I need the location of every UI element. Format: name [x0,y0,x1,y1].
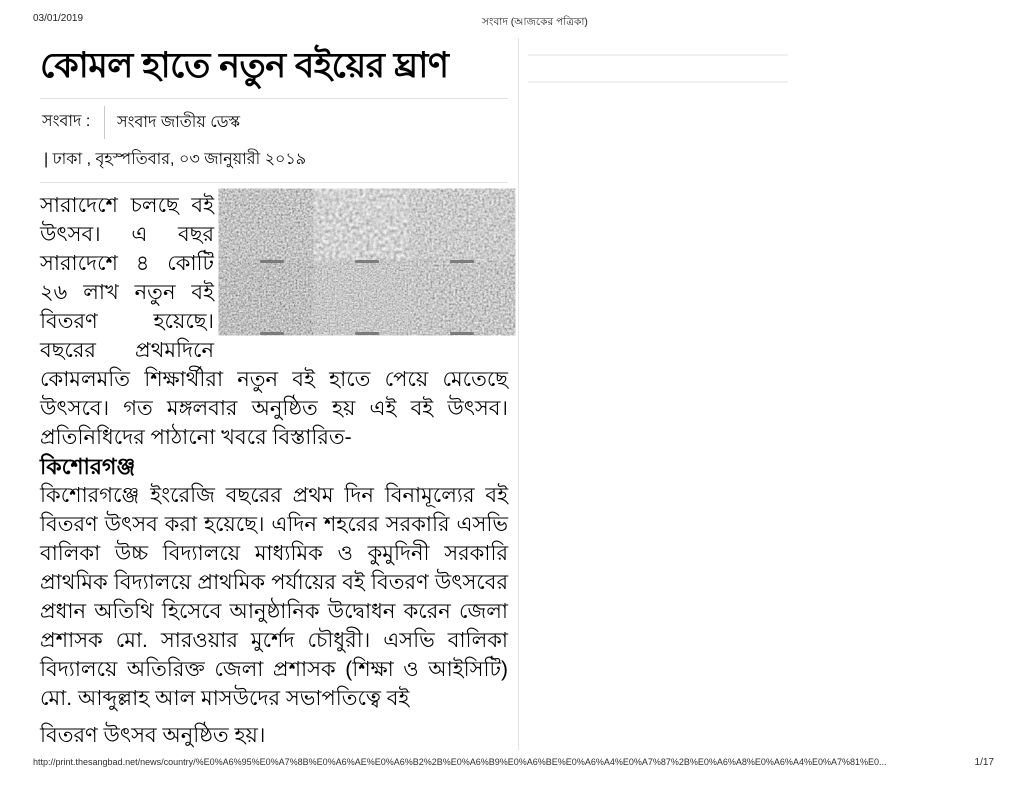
print-page-number: 1/17 [974,757,994,768]
photo-caption-smudge [260,332,284,335]
crowd-photo-image [417,266,508,330]
print-site-title: সংবাদ (আজকের পত্রিকা) [482,16,588,28]
crowd-photo-image [226,266,317,330]
byline-row [40,106,508,139]
photo-caption-smudge [450,260,474,263]
section-heading-kishoreganj: কিশোরগঞ্জ [40,453,136,479]
column-divider-line [518,38,519,750]
crowd-photo-image [321,194,412,258]
crowd-photo-image [226,194,317,258]
lead-paragraph: সারাদেশে চলছে বই উৎসব। এ বছর সারাদেশে ৪ কোটি ২৬ লাখ নতুন বই বিতরণ হয়েছে। বছরের প্রথমদিনে কোমলমতি শিক্ষার্থীরা নতুন বই হাতে পেয়ে মেতেছে উৎসবে। গত মঙ্গলবার অনুষ্ঠিত হয় এই বই উৎসব। প্রতিনিধিদের পাঠানো খবরে বিস্তারিত- [40,193,508,449]
collage-photo [321,194,412,264]
print-footer-url: http://print.thesangbad.net/news/country/%E0%A6%95%E0%A7%8B%E0%A6%AE%E0%A6%B2%2B%E0%A6%B9%E0%A6%BE%E0%A6%A4%E0%A7%87%2B%E0%A6%A8%E0%A6%A4%E0%A7%81%E0... [33,757,887,767]
sidebar-rule-bottom [528,81,788,83]
photo-caption-smudge [450,332,474,335]
article-headline: কোমল হাতে নতুন বইয়ের ঘ্রাণ [40,46,449,85]
collage-photo [321,266,412,336]
photo-caption-smudge [355,260,379,263]
article-body [40,191,508,747]
byline-box [40,98,508,183]
section-paragraph: কিশোরগঞ্জে ইংরেজি বছরের প্রথম দিন বিনামূল্যের বই বিতরণ উৎসব করা হয়েছে। এদিন শহরের সরকারি এসভি বালিকা উচ্চ বিদ্যালয়ে মাধ্যমিক ও কুমুদিনী সরকারি প্রাথমিক বিদ্যালয়ে প্রাথমিক পর্যায়ের বই বিতরণ উৎসবের প্রধান অতিথি হিসেবে আনুষ্ঠানিক উদ্বোধন করেন জেলা প্রশাসক মো. সারওয়ার মুর্শেদ চৌধুরী। এসভি বালিকা বিদ্যালয়ে অতিরিক্ত জেলা প্রশাসক (শিক্ষা ও আইসিটি) মো. আব্দুল্লাহ আল মাসউদের সভাপতিত্বে বই [40,483,508,710]
crowd-photo-image [321,266,412,330]
byline-label: সংবাদ : [40,106,105,139]
crowd-photo-image [417,194,508,258]
photo-caption-smudge [260,260,284,263]
clipped-text-line: বিতরণ উৎসব অনুষ্ঠিত হয়। [40,723,266,747]
collage-photo [226,266,317,336]
article-dateline: | ঢাকা , বৃহস্পতিবার, ০৩ জানুয়ারী ২০১৯ [44,150,307,168]
collage-photo [417,266,508,336]
byline-source: সংবাদ জাতীয় ডেস্ক [117,113,241,131]
sidebar-rule-top [528,54,788,56]
photo-collage [226,194,508,336]
print-date: 03/01/2019 [33,13,84,24]
photo-caption-smudge [355,332,379,335]
collage-photo [226,194,317,264]
collage-photo [417,194,508,264]
article-column [40,44,508,756]
